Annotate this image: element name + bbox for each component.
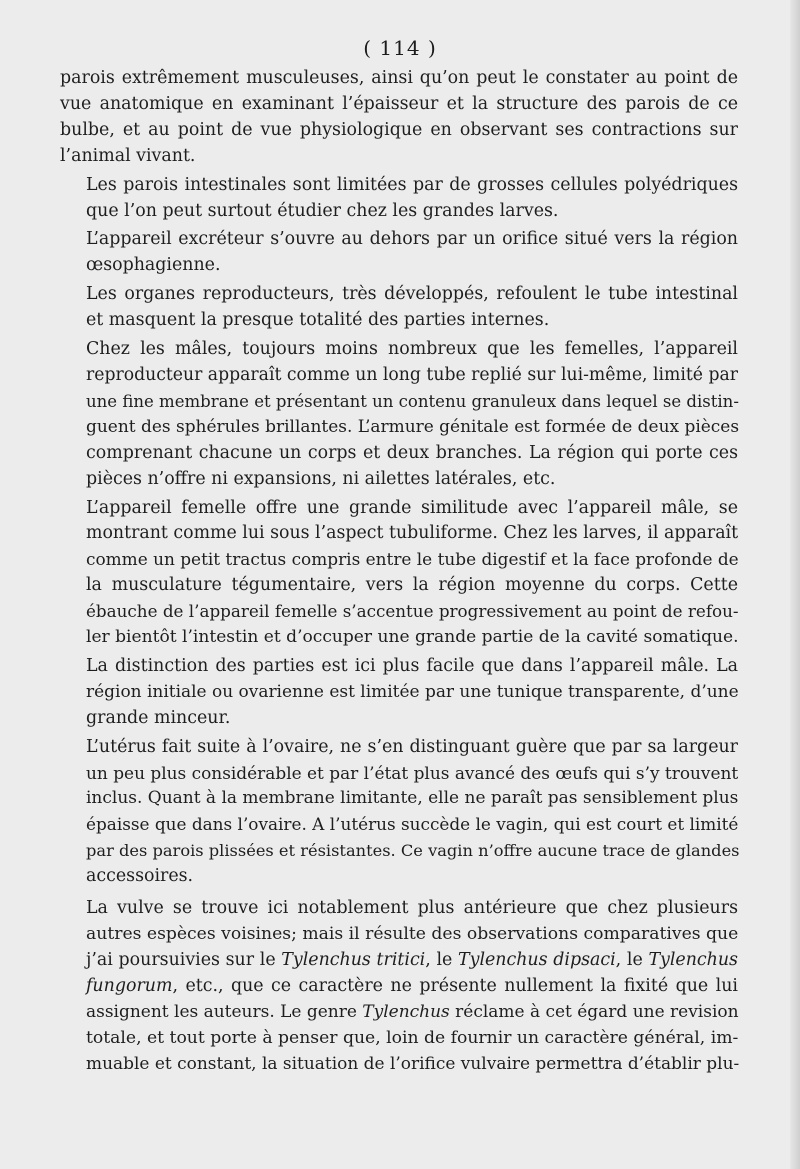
text-line: un peu plus considérable et par l’état plus avancé des œufs qui s’y trouvent	[86, 762, 739, 783]
page-number: ( 114 )	[363, 36, 437, 60]
text-line: parois extrêmement musculeuses, ainsi qu’on peut le constater au point de	[60, 68, 738, 88]
paragraph	[60, 227, 738, 279]
species-name: Tylenchus dipsaci	[458, 949, 616, 970]
species-name: fungorum	[86, 975, 173, 996]
text-line: totale, et tout porte à penser que, loin de fournir un caractère général, im-	[86, 1027, 739, 1048]
text-line: Les parois intestinales sont limitées par de grosses cellules polyédriques	[86, 174, 738, 195]
text-line: Les organes reproducteurs, très développés, refoulent le tube intestinal	[86, 284, 738, 305]
text-line: autres espèces voisines; mais il résulte des observations comparatives que	[86, 924, 739, 944]
text-line: la musculature tégumentaire, vers la région moyenne du corps. Cette	[86, 575, 738, 596]
paragraph	[60, 282, 738, 334]
text-line: Chez les mâles, toujours moins nombreux que les femelles, l’appareil	[86, 339, 738, 360]
paragraph	[60, 735, 738, 890]
text-line: accessoires.	[86, 866, 194, 887]
genus-name: Tylenchus	[362, 1001, 450, 1022]
text-line: grande minceur.	[86, 707, 231, 728]
text-line: La distinction des parties est ici plus facile que dans l’appareil mâle. La	[86, 655, 738, 676]
text-line: une fine membrane et présentant un contenu granuleux dans lequel se distin-	[86, 391, 739, 411]
text-line: pièces n’offre ni expansions, ni ailettes latérales, etc.	[86, 468, 556, 489]
text-line: comprenant chacune un corps et deux branches. La région qui porte ces	[86, 442, 738, 463]
text-line: muable et constant, la situation de l’orifice vulvaire permettra d’établir plu-	[86, 1053, 740, 1074]
paragraph	[60, 496, 738, 651]
text-line: comme un petit tractus compris entre le tube digestif et la face profonde de	[86, 549, 739, 570]
text-line	[60, 1000, 738, 1026]
text-line: l’animal vivant.	[60, 145, 196, 166]
text-line: épaisse que dans l’ovaire. A l’utérus succède le vagin, qui est court et limité	[86, 814, 739, 835]
text-line: La vulve se trouve ici notablement plus antérieure que chez plusieurs	[86, 898, 738, 919]
text-line: L’appareil femelle offre une grande similitude avec l’appareil mâle, se	[86, 497, 738, 518]
text-line: bulbe, et au point de vue physiologique en observant ses contractions sur	[60, 119, 738, 140]
paragraph	[60, 337, 738, 492]
text-line: ler bientôt l’intestin et d’occuper une grande partie de la cavité somatique.	[86, 627, 739, 648]
text-line	[60, 974, 738, 1000]
text-line	[60, 948, 738, 974]
text-line: reproducteur apparaît comme un long tube replié sur lui-même, limité par	[86, 364, 739, 385]
text-run: assignent les auteurs. Le genre	[86, 1001, 363, 1022]
text-line: vue anatomique en examinant l’épaisseur et la structure des parois de ce	[60, 93, 738, 114]
species-name: Tylenchus	[648, 949, 738, 970]
text-line: L’utérus fait suite à l’ovaire, ne s’en distinguant guère que par sa largeur	[86, 736, 738, 757]
text-run: , le	[425, 949, 459, 970]
text-line: montrant comme lui sous l’aspect tubuliforme. Chez les larves, il apparaît	[86, 523, 739, 544]
text-run: réclame à cet égard une revision	[449, 1001, 739, 1022]
paragraph-vulve	[60, 896, 738, 1077]
text-line: L’appareil excréteur s’ouvre au dehors par un orifice situé vers la région	[86, 229, 738, 250]
text-line: œsophagienne.	[86, 255, 221, 276]
text-run: j’ai poursuivies sur le	[86, 949, 282, 970]
text-run: , le	[615, 949, 649, 970]
text-line: ébauche de l’appareil femelle s’accentue progressivement au point de refou-	[86, 601, 739, 622]
paragraph	[60, 654, 738, 732]
text-line: guent des sphérules brillantes. L’armure génitale est formée de deux pièces	[86, 416, 740, 437]
text-run: , etc., que ce caractère ne présente nullement la fixité que lui	[172, 975, 738, 996]
text-line: que l’on peut surtout étudier chez les grandes larves.	[86, 200, 559, 221]
text-line: inclus. Quant à la membrane limitante, elle ne paraît pas sensiblement plus	[86, 788, 739, 809]
text-line: par des parois plissées et résistantes. Ce vagin n’offre aucune trace de glandes	[86, 841, 740, 861]
paragraph	[60, 173, 738, 225]
species-name: Tylenchus tritici	[281, 949, 426, 970]
paragraph	[60, 66, 738, 170]
text-line: et masquent la presque totalité des parties internes.	[86, 310, 550, 331]
body-text	[60, 66, 738, 1077]
text-line: région initiale ou ovarienne est limitée par une tunique transparente, d’une	[86, 681, 739, 702]
